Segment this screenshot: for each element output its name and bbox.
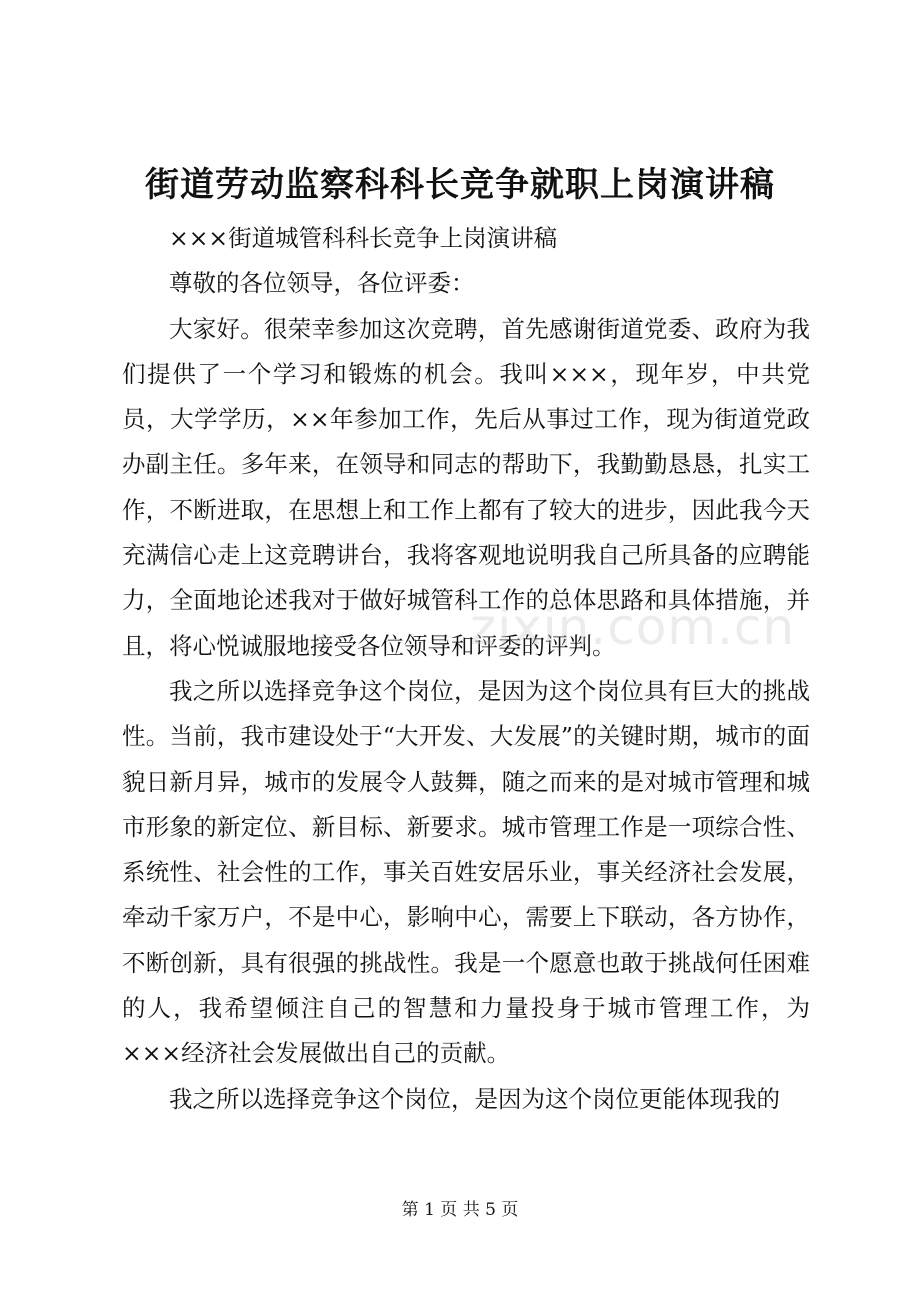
paragraph-introduction: 大家好。很荣幸参加这次竞聘，首先感谢街道党委、政府为我们提供了一个学习和锻炼的机会。我叫×××，现年岁，中共党员，大学学历，××年参加工作，先后从事过工作，现为街道党政办副主任。多年来，在领导和同志的帮助下，我勤勤恳恳，扎实工作，不断进取，在思想上和工作上都有了较大的进步，因此我今天充满信心走上这竞聘讲台，我将客观地说明我自己所具备的应聘能力，全面地论述我对于做好城管科工作的总体思路和具体措施，并且，将心悦诚服地接受各位领导和评委的评判。: [122, 314, 810, 660]
paragraph-reason-ability: 我之所以选择竞争这个岗位，是因为这个岗位更能体现我的: [169, 1084, 780, 1113]
paragraph-reason-challenge: 我之所以选择竞争这个岗位，是因为这个岗位具有巨大的挑战性。当前，我市建设处于“大开发、大发展”的关键时期，城市的面貌日新月异，城市的发展令人鼓舞，随之而来的是对城市管理和城市形象的新定位、新目标、新要求。城市管理工作是一项综合性、系统性、社会性的工作，事关百姓安居乐业，事关经济社会发展，牵动千家万户，不是中心，影响中心，需要上下联动，各方协作，不断创新，具有很强的挑战性。我是一个愿意也敢于挑战何任困难的人，我希望倾注自己的智慧和力量投身于城市管理工作，为×××经济社会发展做出自己的贡献。: [122, 676, 810, 1068]
watermark: zixin.com.cn: [470, 598, 796, 656]
page-footer: 第 1 页 共 5 页: [401, 1200, 519, 1220]
document-body: [122, 216, 810, 1122]
paragraph-subtitle: ×××街道城管科科长竞争上岗演讲稿: [169, 224, 558, 252]
document-title: 街道劳动监察科科长竞争就职上岗演讲稿: [145, 165, 775, 205]
paragraph-salutation: 尊敬的各位领导，各位评委：: [169, 269, 475, 298]
